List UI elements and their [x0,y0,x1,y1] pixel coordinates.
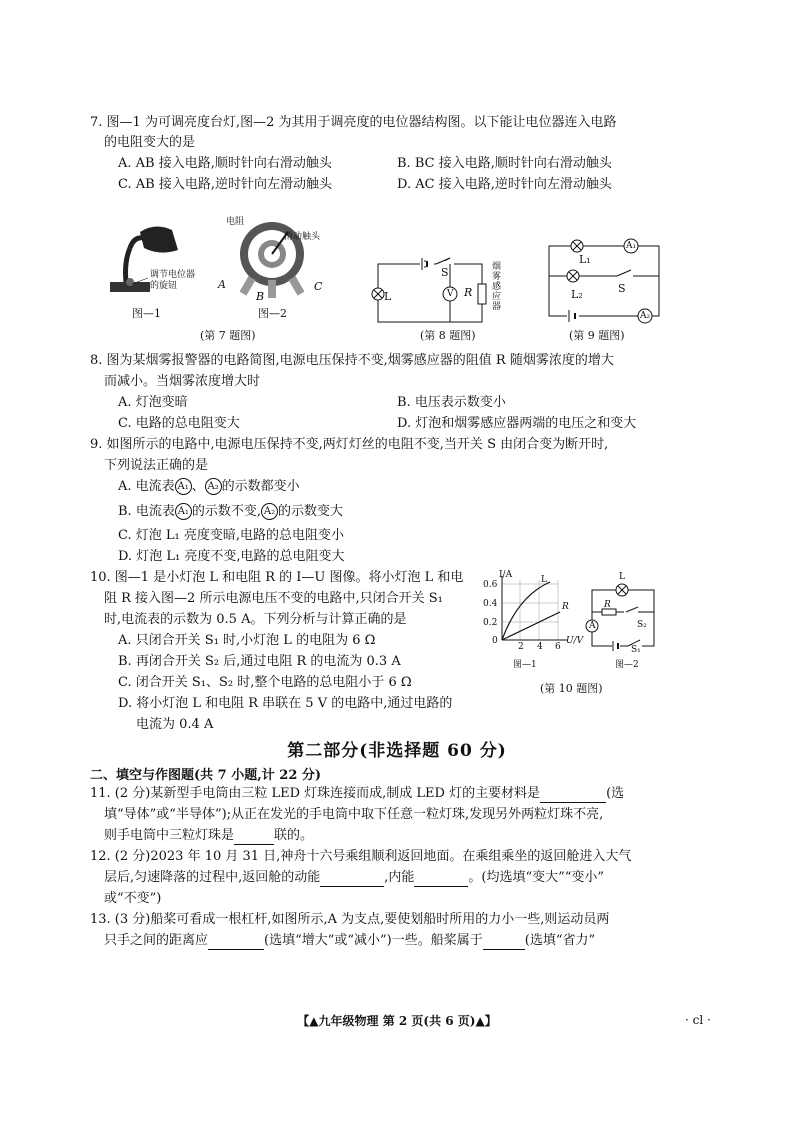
q9-option-d: D. 灯泡 L₁ 亮度不变,电路的总电阻变大 [118,549,345,564]
fig10-2-s1-label: S₁ [631,645,641,655]
fig10-2-ammeter-label: A [589,621,596,631]
graph-tick-y06: 0.6 [483,580,498,590]
q11-line2: 填“导体”或“半导体”);从正在发光的手电筒中取下任意一粒灯珠,发现另外两粒灯珠不亮, [104,807,604,822]
fig2-terminal-b: B [256,290,265,303]
q8-sensor-label: 烟雾感应器 [492,262,502,312]
q11-blank-1[interactable] [540,789,606,803]
page-code: · cl · [685,1013,711,1027]
fig10-1-caption: 图—1 [513,660,537,670]
q7-option-a: A. AB 接入电路,顺时针向右滑动触头 [118,156,332,171]
section2-heading: 二、填空与作图题(共 7 小题,计 22 分) [90,768,322,783]
q9-l2-label: L₂ [571,288,583,301]
q12-line1: 12. (2 分)2023 年 10 月 31 日,神舟十六号乘组顺利返回地面。在乘组乘坐的返回舱进入大气 [90,849,632,864]
q8-lamp-label: L [384,290,392,303]
fig10-2-s2-label: S₂ [637,620,647,630]
q13-blank-2[interactable] [483,936,525,950]
q9-stem-line1: 9. 如图所示的电路中,电源电压保持不变,两灯灯丝的电阻不变,当开关 S 由闭合变为断开时, [90,437,609,452]
ammeter-a2-symbol: A₂ [205,478,222,495]
fig2-caption: 图—2 [258,307,287,320]
q8-option-c: C. 电路的总电阻变大 [118,416,240,431]
q9-stem-line2: 下列说法正确的是 [104,458,209,473]
fig10-2-lamp-label: L [619,572,625,582]
q10-figure-caption: (第 10 题图) [540,682,603,695]
q10-circuit-diagram [588,584,660,654]
fig2-terminal-c: C [314,280,323,293]
q8-stem-line1: 8. 图为某烟雾报警器的电路简图,电源电压保持不变,烟雾感应器的阻值 R 随烟雾浓度的增大 [90,353,614,368]
q13-blank-1[interactable] [208,936,264,950]
q7-option-c: C. AB 接入电路,逆时针向左滑动触头 [118,177,332,192]
q10-option-b: B. 再闭合开关 S₂ 后,通过电阻 R 的电流为 0.3 A [118,654,401,669]
q11-line3: 则手电筒中三粒灯珠是 联的。 [104,828,314,843]
graph-tick-x4: 4 [537,642,543,652]
q9-a2-label: A₂ [640,311,651,321]
fig2-resistor-label: 电阻 [226,217,245,227]
graph-tick-y04: 0.4 [483,599,498,609]
graph-tick-x2: 2 [518,642,524,652]
q10-stem-line2: 阻 R 接入图—2 所示电源电压不变的电路中,只闭合开关 S₁ [104,591,443,606]
q11-line1: 11. (2 分)某新型手电筒由三粒 LED 灯珠连接而成,制成 LED 灯的主要材料是 (选 [90,786,625,801]
graph-y-axis-label: I/A [499,570,513,580]
q8-option-d: D. 灯泡和烟雾感应器两端的电压之和变大 [397,416,637,431]
q10-stem-line1: 10. 图—1 是小灯泡 L 和电阻 R 的 I—U 图像。将小灯泡 L 和电 [90,570,464,585]
q8-r-label: R [464,286,473,299]
q7-option-d: D. AC 接入电路,逆时针向左滑动触头 [397,177,612,192]
fig2-terminal-a: A [218,278,226,291]
q7-figure-caption: (第 7 题图) [200,329,256,342]
q7-option-b: B. BC 接入电路,顺时针向右滑动触头 [397,156,612,171]
q9-option-a: A. 电流表 A₁ 、 A₂ 的示数都变小 [118,479,300,494]
ammeter-a1-symbol: A₁ [175,478,192,495]
q7-stem-line1: 7. 图—1 为可调亮度台灯,图—2 为其用于调亮度的电位器结构图。以下能让电位器连入电路 [90,115,617,130]
graph-origin: 0 [492,636,498,646]
graph-line-r-label: R [562,602,569,612]
q12-blank-2[interactable] [414,873,468,887]
q9-figure-caption: (第 9 题图) [569,329,625,342]
fig1-knob-label: 调节电位器的旋钮 [150,270,196,291]
q12-line2: 层后,匀速降落的过程中,返回舱的动能 ,内能 。(均选填“变大”“变小” [104,870,605,885]
q8-option-a: A. 灯泡变暗 [118,395,188,410]
q11-blank-2[interactable] [234,831,274,845]
part2-title: 第二部分(非选择题 60 分) [287,741,507,761]
q12-blank-1[interactable] [320,873,384,887]
ammeter-a1-symbol: A₁ [175,503,192,520]
q10-stem-line3: 时,电流表的示数为 0.5 A。下列分析与计算正确的是 [104,612,407,627]
q13-line2: 只手之间的距离应 (选填“增大”或“减小”)一些。船桨属于 (选填“省力” [104,933,596,948]
q9-option-b: B. 电流表 A₁ 的示数不变, A₂ 的示数变大 [118,504,343,519]
q10-option-c: C. 闭合开关 S₁、S₂ 时,整个电路的总电阻小于 6 Ω [118,675,412,690]
q13-line1: 13. (3 分)船桨可看成一根杠杆,如图所示,A 为支点,要使划船时所用的力小一些,则运动员两 [90,912,610,927]
q10-option-d-line1: D. 将小灯泡 L 和电阻 R 串联在 5 V 的电路中,通过电路的 [118,696,453,711]
fig2-slider-label: 滑动触头 [284,232,321,242]
q8-option-b: B. 电压表示数变小 [397,395,506,410]
q8-voltmeter-label: V [447,289,454,299]
graph-tick-x6: 6 [555,642,561,652]
q7-stem-line2: 的电阻变大的是 [104,135,196,150]
fig10-2-r-label: R [604,600,611,610]
graph-x-axis-label: U/V [566,636,584,646]
q10-option-d-line2: 电流为 0.4 A [136,717,214,732]
q8-figure-caption: (第 8 题图) [420,329,476,342]
q8-stem-line2: 而减小。当烟雾浓度增大时 [104,374,261,389]
graph-tick-y02: 0.2 [483,618,498,628]
q9-switch-label: S [618,282,626,295]
q12-line3: 或“不变”) [104,891,162,906]
page-footer: 【▲九年级物理 第 2 页(共 6 页)▲】 [297,1014,497,1028]
q9-a1-label: A₁ [626,241,637,251]
fig10-2-caption: 图—2 [615,660,639,670]
q9-option-c: C. 灯泡 L₁ 亮度变暗,电路的总电阻变小 [118,528,344,543]
q9-l1-label: L₁ [579,253,591,266]
q8-switch-label: S [441,266,449,279]
q10-option-a: A. 只闭合开关 S₁ 时,小灯泡 L 的电阻为 6 Ω [118,633,376,648]
ammeter-a2-symbol: A₂ [261,503,278,520]
graph-curve-l-label: L [541,575,547,585]
fig1-caption: 图—1 [132,307,161,320]
